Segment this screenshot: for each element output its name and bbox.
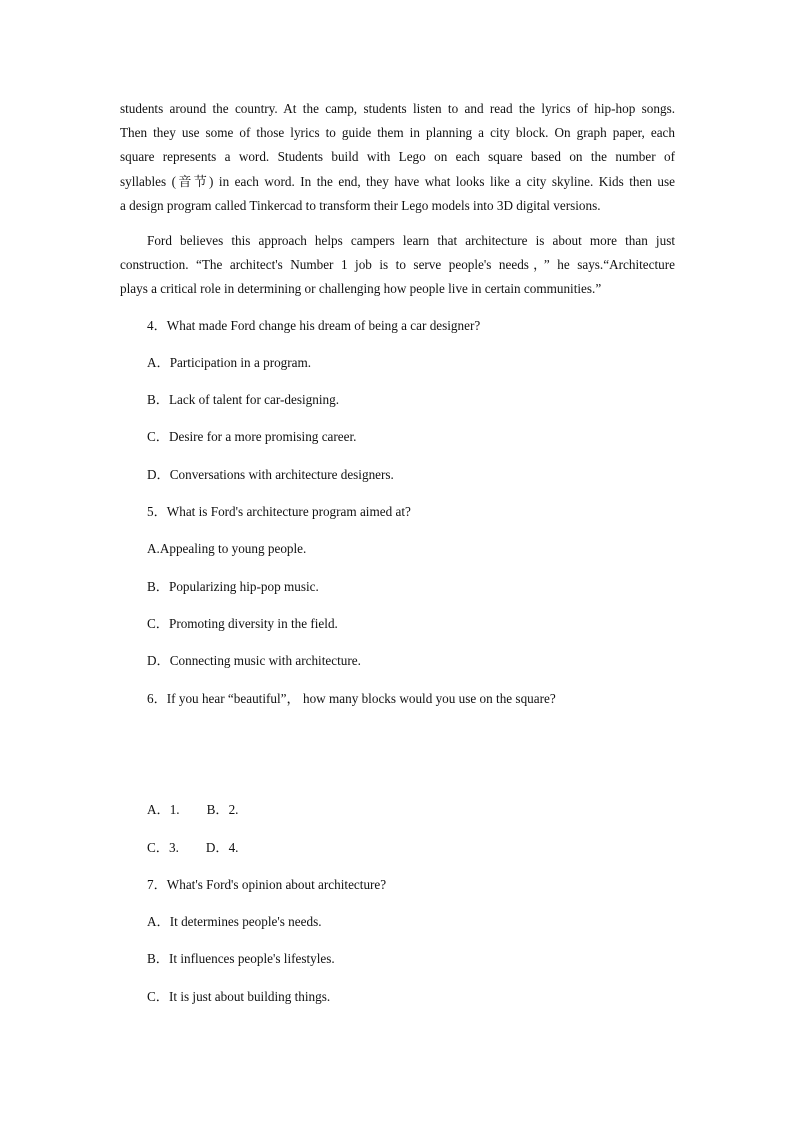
question-6-option-b[interactable]: B．2.	[206, 802, 239, 817]
passage-line: students around the country. At the camp, students listen to and read the lyrics of hip-hop songs.	[120, 101, 675, 116]
question-5-option-a[interactable]: A.Appealing to young people.	[147, 541, 307, 556]
question-7-option-c[interactable]: C．It is just about building things.	[147, 989, 331, 1004]
passage-paragraph-2	[120, 229, 675, 302]
question-5-option-b[interactable]: B．Popularizing hip-pop music.	[147, 579, 319, 594]
passage-line: Then they use some of those lyrics to guide them in planning a city block. On graph paper, each	[120, 125, 675, 141]
passage-line: a design program called Tinkercad to transform their Lego models into 3D digital versions.	[120, 197, 601, 213]
passage-paragraph-1	[120, 97, 675, 218]
question-4-option-c[interactable]: C．Desire for a more promising career.	[147, 429, 357, 444]
question-5-option-c[interactable]: C．Promoting diversity in the field.	[147, 616, 338, 631]
question-7-stem: 7．What's Ford's opinion about architecture?	[147, 877, 387, 892]
question-4-option-b[interactable]: B．Lack of talent for car-designing.	[147, 392, 339, 407]
passage-line: construction. “The architect's Number 1 job is to serve people's needs，” he says.“Architecture	[120, 257, 675, 273]
question-4-option-d[interactable]: D．Conversations with architecture designers.	[147, 467, 394, 482]
passage-line: plays a critical role in determining or challenging how people live in certain communities.”	[120, 281, 602, 297]
question-5-option-d[interactable]: D．Connecting music with architecture.	[147, 653, 361, 668]
question-4-option-a[interactable]: A．Participation in a program.	[147, 355, 312, 370]
question-6-stem: 6．If you hear “beautiful”， how many blocks would you use on the square?	[147, 691, 556, 706]
question-6-option-a[interactable]: A．1.	[147, 802, 180, 817]
question-5-stem: 5．What is Ford's architecture program aimed at?	[147, 504, 411, 519]
question-6-option-c[interactable]: C．3.	[147, 840, 179, 855]
passage-line: syllables (音节) in each word. In the end, they have what looks like a city skyline. Kids then use	[120, 173, 675, 189]
passage-line: Ford believes this approach helps campers learn that architecture is about more than just	[147, 233, 675, 248]
question-7-option-b[interactable]: B．It influences people's lifestyles.	[147, 951, 335, 966]
question-7-option-a[interactable]: A．It determines people's needs.	[147, 914, 322, 929]
question-6-options-row-1	[147, 801, 238, 819]
question-6-options-row-2	[147, 839, 238, 857]
passage-line: square represents a word. Students build with Lego on each square based on the number of	[120, 149, 675, 165]
question-6-option-d[interactable]: D．4.	[205, 840, 239, 855]
question-4-stem: 4．What made Ford change his dream of being a car designer?	[147, 318, 481, 333]
